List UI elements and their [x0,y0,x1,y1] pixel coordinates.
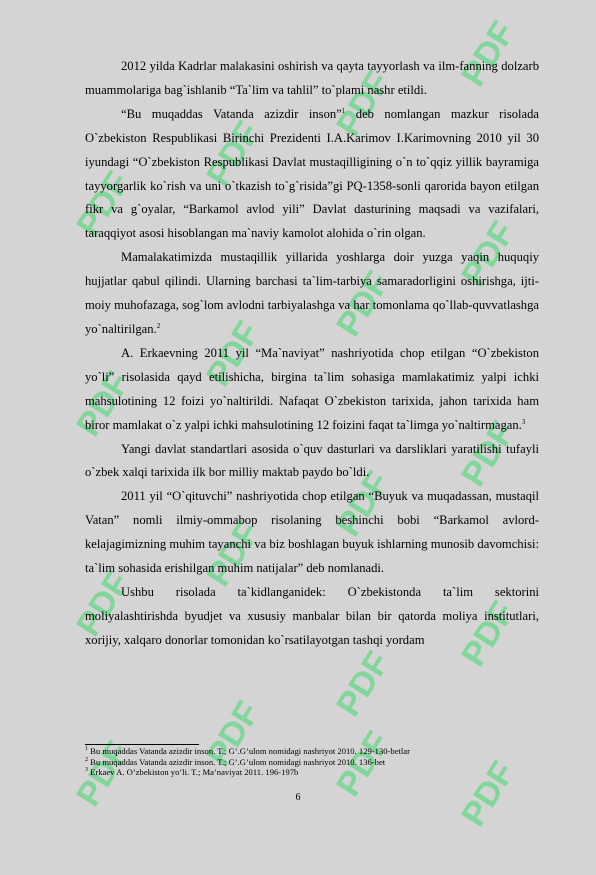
footnote-ref-2[interactable]: 2 [156,321,161,330]
svg-text:PDF: PDF [75,735,135,813]
svg-text:PDF: PDF [335,265,395,343]
svg-text:PDF: PDF [335,725,395,803]
paragraph-5: Yangi davlat standartlari asosida o`quv dasturlari va darsliklari yaratilishi tufayli o`zbek xalqi tarixida ilk bor milliy maktab paydo bo`ldi. [85,441,539,480]
footnote-3: $^3$ Erkaev A. O’zbekiston yo’li. T.; Ma’naviyat 2011. 196-197b [85,767,299,778]
page-number: 6 [295,792,301,803]
svg-text:PDF: PDF [460,755,520,833]
svg-text:PDF: PDF [460,215,520,293]
svg-text:PDF: PDF [335,645,395,723]
paragraph-7: Ushbu risolada ta`kidlanganidek: O`zbekistonda ta`lim sektorini moliyalashtirishda byudjet va xususiy manbalar bilan bir qatorda moliya institutlari, xorijiy, xalqaro donorlar tomonidan ko`rsatilayotgan tashqi yordam [85,584,539,647]
footnote-2: $^2$ Bu muqaddas Vatanda azizdir inson. T.; G’.G’ulom nomidagi nashriyot 2010. 136-bet [85,756,386,767]
svg-text:PDF: PDF [460,415,520,493]
paragraph-4: A. Erkaevning 2011 yil “Ma`naviyat” nashriyotida chop etilgan “O`zbekiston yo`li” risolasida qayd etilishicha, birgina ta`lim sohasiga mamlakatimiz yalpi ichki mahsulotining 12 foizi yo`naltirildi. Nafaqat O`zbekiston tarixida, jahon tarixida ham biror mamlakat o`z yalpi ichki mahsulotining 12 foizini faqat ta`limga yo`naltirmagan.$^3$ [85,345,539,432]
body-text [85,55,539,653]
footnote-1: $^1$ Bu muqaddas Vatanda azizdir inson. T.; G’.G’ulom nomidagi nashriyot 2010. 129-130-betlar [85,746,410,756]
svg-text:PDF: PDF [75,165,135,243]
svg-text:PDF: PDF [75,365,135,443]
svg-text:PDF: PDF [205,695,265,773]
footnote-ref-1[interactable]: 1 [341,106,346,115]
svg-text:PDF: PDF [335,65,395,143]
paragraph-2: “Bu muqaddas Vatanda azizdir inson”$^1$ deb nomlangan mazkur risolada O`zbekiston Respublikasi Birinchi Prezidenti I.A.Karimov I.Karimovning 2010 yil 30 iyundagi “O`zbekiston Respublikasi Davlat mustaqilligining o`n to`qqiz yillik bayramiga tayyorgarlik ko`rish va uni o`tkazish to`g`risida”gi PQ-1358-sonli qarorida bayon etilgan fikr va g`oyalar, “Barkamol avlod yili” Davlat dasturining maqsadi va vazifalari, taraqqiyot asosi hisoblangan ma`naviy kamolot alohida o`rin olgan. [85,106,539,241]
svg-text:PDF: PDF [75,565,135,643]
paragraph-3: Mamalakatimizda mustaqillik yillarida yoshlarga doir yuzga yaqin huquqiy hujjatlar qabul qilindi. Ularning barchasi ta`lim-tarbiya samaradorligini oshirishga, ijti-moiy muhofazaga, sog`lom avlodni tarbiyalashga va har tomonlama qo`llab-quvvatlashga yo`naltirilgan.$^2$ [85,250,539,336]
svg-text:PDF: PDF [205,115,265,193]
footnote-divider [85,744,199,745]
pdf-watermark-icon [205,660,265,810]
paragraph-6: 2011 yil “O`qituvchi” nashriyotida chop etilgan “Buyuk va muqadassan, mustaqil Vatan” nomli ilmiy-ommabop risolaning beshinchi bobi “Barkamol avlord-kelajagimizning muhim tayanchi va biz boshlagan buyuk ishlarning munosib davomchisi: ta`lim sohasida erishilgan muhim natijalar” deb nomlanadi. [85,489,539,576]
svg-text:PDF: PDF [335,465,395,543]
footnotes [85,746,539,778]
svg-text:PDF: PDF [205,315,265,393]
footnote-ref-3[interactable]: 3 [521,417,526,426]
svg-text:PDF: PDF [205,515,265,593]
svg-text:PDF: PDF [460,595,520,673]
svg-text:PDF: PDF [460,15,520,93]
paragraph-1: 2012 yilda Kadrlar malakasini oshirish va qayta tayyorlash va ilm-fanning dolzarb muammolariga bag`ishlanib “Ta`lim va tahlil” to`plami nashr etildi. [85,59,539,97]
